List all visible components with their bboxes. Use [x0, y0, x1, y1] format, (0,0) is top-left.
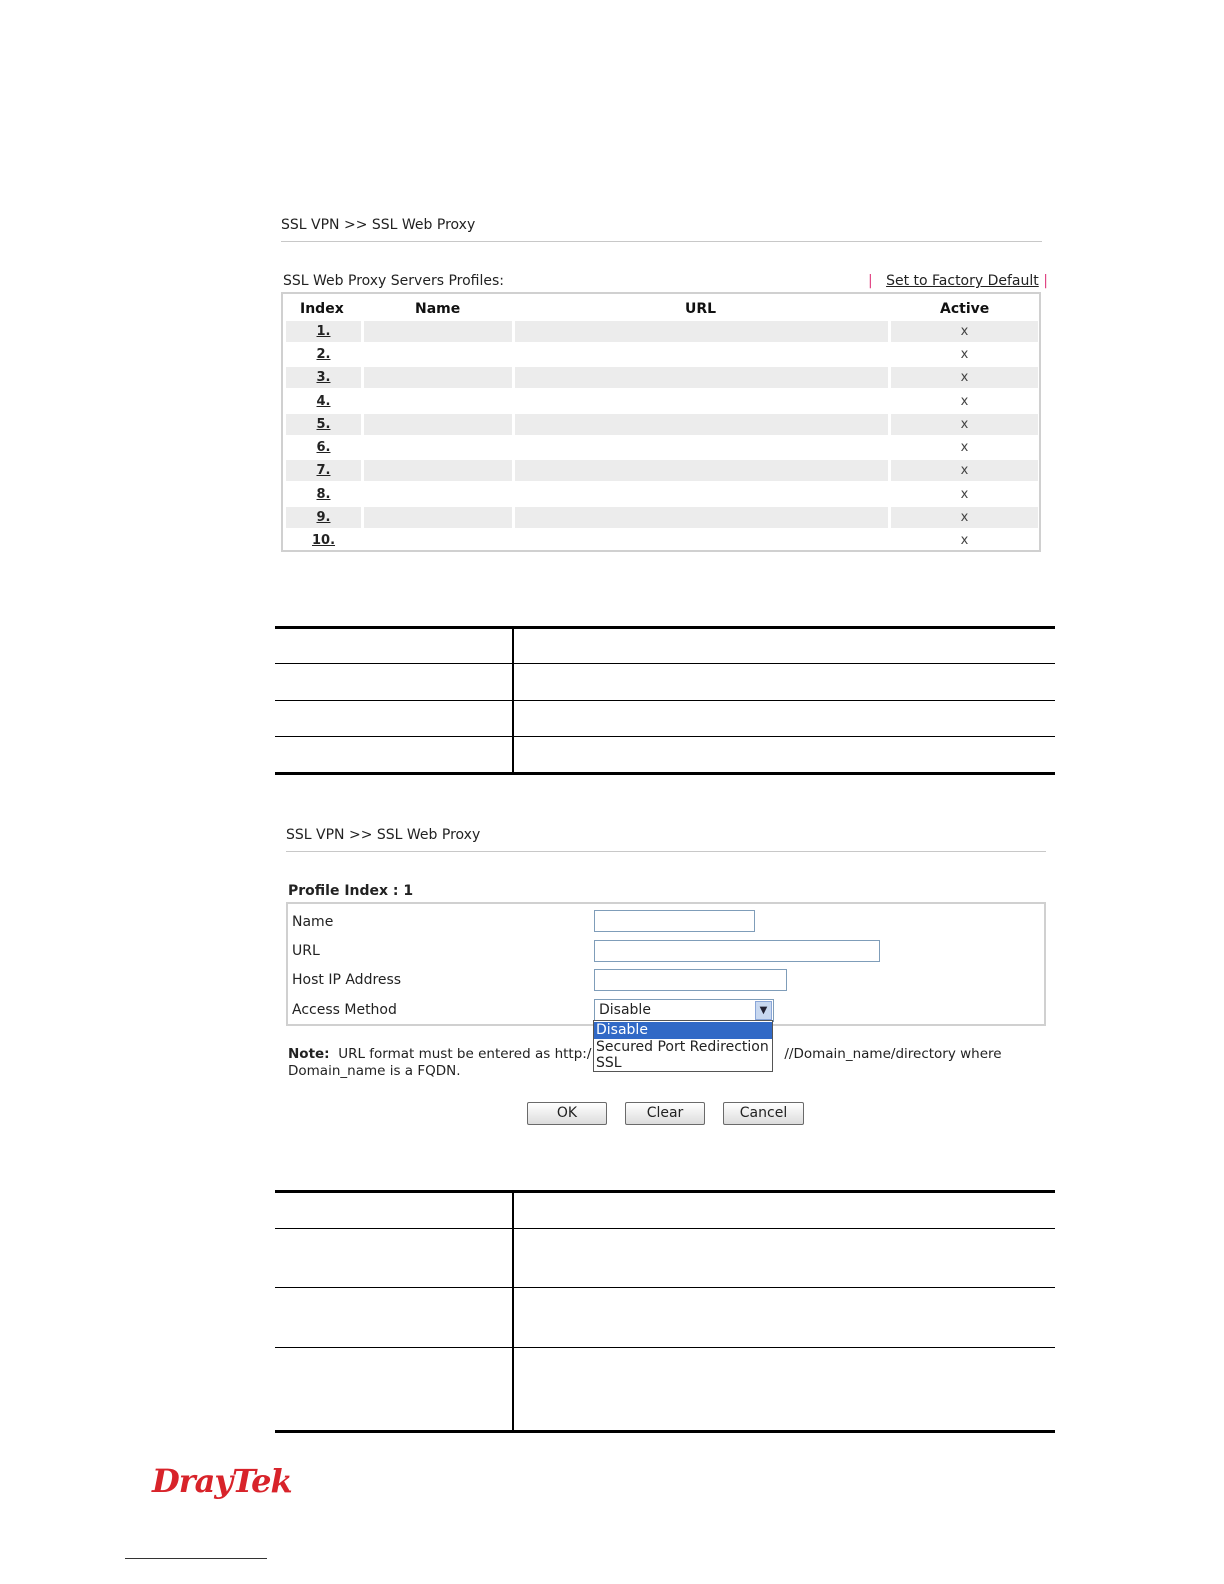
- breadcrumb: SSL VPN >> SSL Web Proxy: [286, 827, 481, 843]
- profile-url: [515, 391, 888, 412]
- url-input[interactable]: [594, 940, 880, 962]
- separator: |: [868, 273, 873, 289]
- profile-name: [364, 484, 512, 505]
- draytek-logo: DrayTek: [152, 1462, 292, 1500]
- profile-active: x: [891, 367, 1038, 388]
- profile-url: [515, 437, 888, 458]
- separator: |: [1043, 273, 1048, 289]
- ok-button[interactable]: OK: [527, 1102, 607, 1125]
- divider: [286, 851, 1046, 852]
- note-line-2: Domain_name is a FQDN.: [288, 1063, 461, 1079]
- section-title: SSL Web Proxy Servers Profiles:: [283, 273, 504, 289]
- profile-name: [364, 507, 512, 528]
- option-ssl[interactable]: SSL: [596, 1055, 622, 1071]
- clear-button[interactable]: Clear: [625, 1102, 705, 1125]
- profile-active: x: [891, 507, 1038, 528]
- profile-name: [364, 321, 512, 342]
- set-to-factory-default-link[interactable]: Set to Factory Default: [886, 273, 1039, 289]
- chevron-down-icon[interactable]: ▼: [755, 1001, 772, 1020]
- profile-active: x: [960, 487, 969, 502]
- profile-index-link[interactable]: 1.: [316, 324, 331, 339]
- description-table: [275, 1190, 1055, 1434]
- profile-url: [515, 367, 888, 388]
- table-row: [286, 484, 1038, 505]
- profile-active: x: [960, 347, 969, 362]
- access-method-label: Access Method: [292, 1002, 397, 1018]
- table-row: [286, 391, 1038, 412]
- breadcrumb: SSL VPN >> SSL Web Proxy: [281, 217, 476, 233]
- profile-index-link[interactable]: 3.: [316, 370, 331, 385]
- profile-url: [515, 530, 888, 551]
- profile-active: x: [960, 533, 969, 548]
- table-row: [286, 414, 1038, 435]
- profile-index-link[interactable]: 2.: [316, 347, 331, 362]
- name-label: Name: [292, 914, 334, 930]
- description-table: [275, 626, 1055, 775]
- profile-active: x: [960, 440, 969, 455]
- access-method-dropdown: [593, 1020, 773, 1072]
- column-header-name: Name: [415, 301, 461, 317]
- profile-url: [515, 484, 888, 505]
- profile-index-link[interactable]: 7.: [316, 463, 331, 478]
- profile-active: x: [891, 321, 1038, 342]
- table-row: [286, 367, 1038, 388]
- access-method-select[interactable]: [594, 999, 774, 1022]
- profile-name: [364, 460, 512, 481]
- profile-active: x: [891, 460, 1038, 481]
- profile-form: [286, 902, 1046, 1026]
- profile-url: [515, 414, 888, 435]
- table-row: [286, 344, 1038, 365]
- profile-name: [364, 367, 512, 388]
- column-header-index: Index: [300, 301, 344, 317]
- profile-name: [364, 414, 512, 435]
- profile-active: x: [891, 414, 1038, 435]
- divider: [281, 241, 1042, 242]
- host-ip-label: Host IP Address: [292, 972, 402, 988]
- profile-name: [364, 391, 512, 412]
- option-disable[interactable]: Disable: [594, 1022, 772, 1039]
- profile-name: [364, 437, 512, 458]
- column-header-active: Active: [940, 301, 990, 317]
- url-label: URL: [292, 943, 320, 959]
- profile-index-link[interactable]: 4.: [316, 394, 331, 409]
- access-method-value: Disable: [599, 1002, 651, 1018]
- cancel-button[interactable]: Cancel: [723, 1102, 804, 1125]
- profile-url: [515, 507, 888, 528]
- profile-index-title: Profile Index : 1: [288, 883, 414, 899]
- profiles-table: [281, 292, 1041, 552]
- profile-name: [364, 530, 512, 551]
- profile-index-link[interactable]: 6.: [316, 440, 331, 455]
- profile-index-link[interactable]: 10.: [311, 533, 336, 548]
- profile-url: [515, 321, 888, 342]
- name-input[interactable]: [594, 910, 755, 932]
- host-ip-input[interactable]: [594, 969, 787, 991]
- footer-line: [125, 1558, 267, 1559]
- profile-index-link[interactable]: 9.: [316, 510, 331, 525]
- table-row: [286, 530, 1038, 551]
- profile-index-link[interactable]: 8.: [316, 487, 331, 502]
- note-text-end: //Domain_name/directory where: [784, 1046, 1002, 1062]
- profile-index-link[interactable]: 5.: [316, 417, 331, 432]
- table-row: [286, 437, 1038, 458]
- note-label: Note:: [288, 1046, 330, 1062]
- profile-url: [515, 344, 888, 365]
- note-text-start: URL format must be entered as http:/: [338, 1046, 592, 1062]
- profile-url: [515, 460, 888, 481]
- table-row: [286, 460, 1038, 481]
- option-secured-port-redirection[interactable]: Secured Port Redirection: [596, 1039, 769, 1055]
- table-row: [286, 507, 1038, 528]
- profile-active: x: [960, 394, 969, 409]
- table-row: [286, 321, 1038, 342]
- column-header-url: URL: [685, 301, 717, 317]
- profile-name: [364, 344, 512, 365]
- factory-default-bar: [868, 273, 1048, 289]
